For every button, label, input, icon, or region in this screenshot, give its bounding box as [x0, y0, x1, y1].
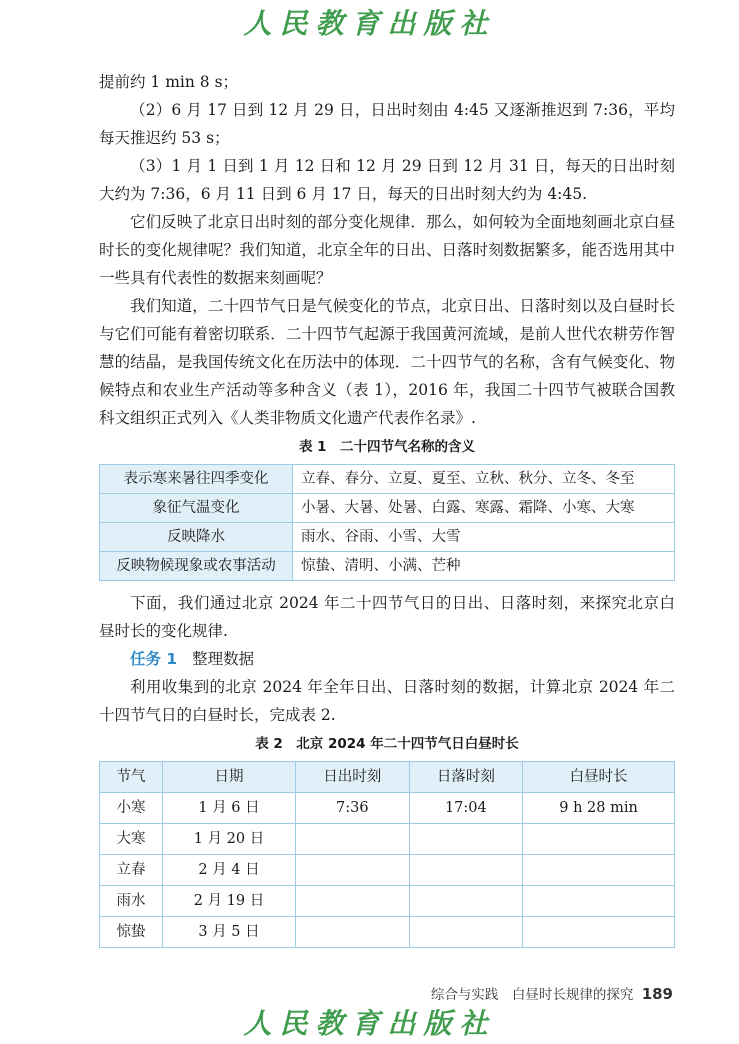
table2-sunrise — [296, 886, 410, 917]
table-row — [100, 793, 675, 824]
table2-sunset — [409, 824, 523, 855]
table2-daylength — [523, 855, 675, 886]
page-footer — [431, 983, 673, 1003]
table2-date: 1 月 6 日 — [163, 793, 296, 824]
table-row — [100, 523, 675, 552]
table2 — [99, 761, 675, 948]
table2-header-term: 节气 — [100, 762, 163, 793]
table2-date: 3 月 5 日 — [163, 917, 296, 948]
table-header-row — [100, 762, 675, 793]
table2-header-sunrise: 日出时刻 — [296, 762, 410, 793]
table2-sunset — [409, 886, 523, 917]
table1-terms: 小暑、大暑、处暑、白露、寒露、霜降、小寒、大寒 — [293, 494, 675, 523]
table-row — [100, 855, 675, 886]
table2-header-date: 日期 — [163, 762, 296, 793]
task-label: 任务 1 — [130, 650, 178, 668]
paragraph-1: （2）6 月 17 日到 12 月 29 日，日出时刻由 4:45 又逐渐推迟到 7:36，平均每天推迟约 53 s； — [99, 101, 675, 147]
table1-category: 表示寒来暑往四季变化 — [100, 465, 293, 494]
paragraph-5: 下面，我们通过北京 2024 年二十四节气日的日出、日落时刻，来探究北京白昼时长的变化规律. — [99, 594, 675, 640]
table2-sunrise — [296, 824, 410, 855]
table2-daylength: 9 h 28 min — [523, 793, 675, 824]
table-row — [100, 552, 675, 581]
table2-term: 雨水 — [100, 886, 163, 917]
page-number: 189 — [641, 985, 673, 1003]
table2-title: 表 2 北京 2024 年二十四节气日白昼时长 — [255, 736, 519, 752]
task-title: 整理数据 — [192, 650, 255, 668]
table2-daylength — [523, 824, 675, 855]
paragraph-6: 利用收集到的北京 2024 年全年日出、日落时刻的数据，计算北京 2024 年二十四节气日的白昼时长，完成表 2. — [99, 678, 675, 724]
table-row — [100, 465, 675, 494]
paragraph-4: 我们知道，二十四节气日是气候变化的节点，北京日出、日落时刻以及白昼时长与它们可能有着密切联系．二十四节气起源于我国黄河流域，是前人世代农耕劳作智慧的结晶，是我国传统文化在历法中的体现．二十四节气的名称，含有气候变化、物候特点和农业生产活动等多种含义（表 1），2016 年，我国二十四节气被联合国教科文组织正式列入《人类非物质文化遗产代表作名录》. — [99, 297, 675, 427]
table2-date: 2 月 4 日 — [163, 855, 296, 886]
table1 — [99, 464, 675, 581]
table1-terms: 立春、春分、立夏、夏至、立秋、秋分、立冬、冬至 — [293, 465, 675, 494]
table2-daylength — [523, 886, 675, 917]
table2-sunset — [409, 917, 523, 948]
table1-terms: 惊蛰、清明、小满、芒种 — [293, 552, 675, 581]
table1-category: 象征气温变化 — [100, 494, 293, 523]
table2-sunset — [409, 855, 523, 886]
table2-sunset: 17:04 — [409, 793, 523, 824]
table2-term: 惊蛰 — [100, 917, 163, 948]
table2-daylength — [523, 917, 675, 948]
task-heading — [99, 645, 675, 673]
paragraph-3: 它们反映了北京日出时刻的部分变化规律．那么，如何较为全面地刻画北京白昼时长的变化规律呢？我们知道，北京全年的日出、日落时刻数据繁多，能否选用其中一些具有代表性的数据来刻画呢？ — [99, 213, 675, 287]
table1-title: 表 1 二十四节气名称的含义 — [298, 439, 476, 455]
publisher-watermark-top: 人民教育出版社 — [243, 7, 496, 40]
paragraph-0: 提前约 1 min 8 s； — [99, 73, 239, 91]
table2-sunrise: 7:36 — [296, 793, 410, 824]
footer-section: 综合与实践 白昼时长规律的探究 — [430, 987, 634, 1003]
table1-category: 反映物候现象或农事活动 — [100, 552, 293, 581]
paragraph-2: （3）1 月 1 日到 1 月 12 日和 12 月 29 日到 12 月 31 日，每天的日出时刻大约为 7:36，6 月 11 日到 6 月 17 日，每天的日出时刻大约为 4:45. — [99, 157, 675, 203]
table2-header-sunset: 日落时刻 — [409, 762, 523, 793]
table2-term: 小寒 — [100, 793, 163, 824]
table2-sunrise — [296, 917, 410, 948]
table2-header-daylength: 白昼时长 — [523, 762, 675, 793]
table2-date: 2 月 19 日 — [163, 886, 296, 917]
table2-sunrise — [296, 855, 410, 886]
table2-term: 立春 — [100, 855, 163, 886]
table-row — [100, 917, 675, 948]
table2-date: 1 月 20 日 — [163, 824, 296, 855]
page-body — [99, 68, 675, 948]
table-row — [100, 824, 675, 855]
table2-term: 大寒 — [100, 824, 163, 855]
publisher-watermark-bottom: 人民教育出版社 — [243, 1007, 496, 1040]
table-row — [100, 886, 675, 917]
table1-terms: 雨水、谷雨、小雪、大雪 — [293, 523, 675, 552]
table1-category: 反映降水 — [100, 523, 293, 552]
table-row — [100, 494, 675, 523]
